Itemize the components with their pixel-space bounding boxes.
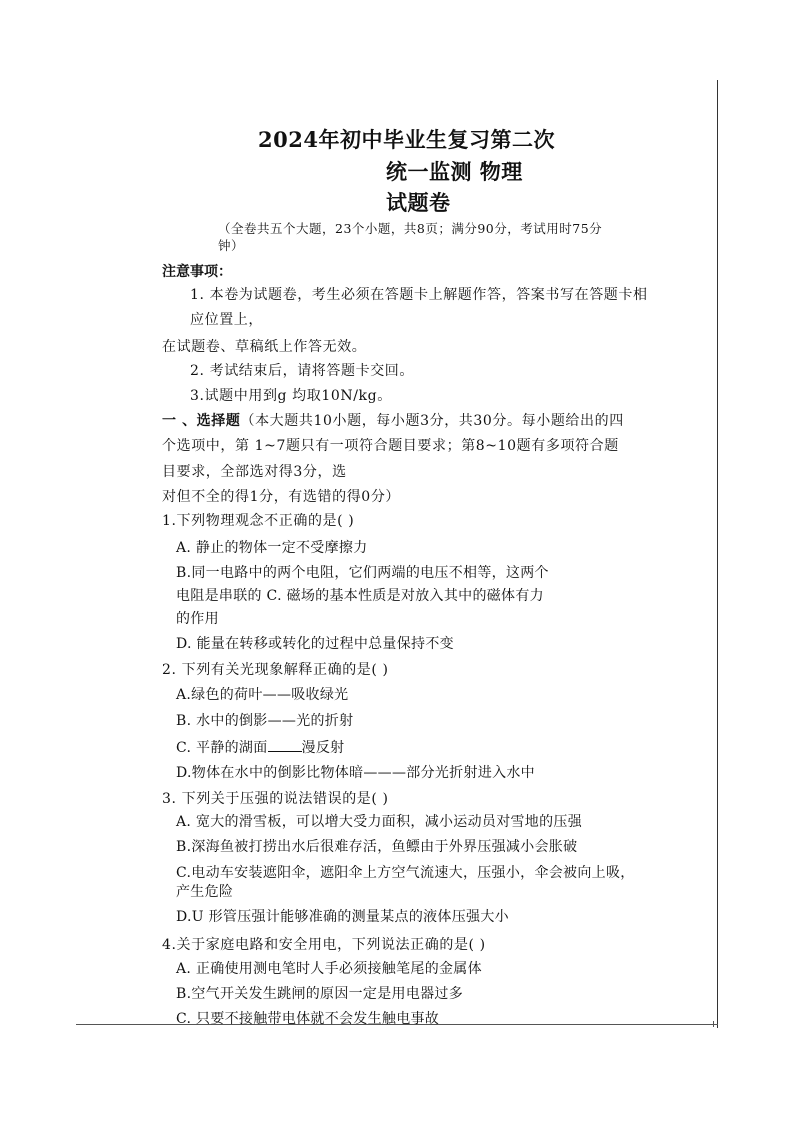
- title-line-2: 统一监测 物理: [386, 159, 523, 184]
- q4-option-b: B.空气开关发生跳闸的原因一定是用电器过多: [176, 986, 464, 1002]
- notice-heading: 注意事项：: [162, 264, 232, 280]
- q2-option-c-pre: C. 平静的湖面: [176, 740, 268, 756]
- q3-option-d: D.U 形管压强计能够准确的测量某点的液体压强大小: [176, 909, 509, 925]
- section-1-intro: [162, 410, 624, 430]
- notice-item-3: 3.试题中用到g 均取10N/kg。: [190, 388, 392, 404]
- section-1-label: 一 、选择题: [162, 413, 241, 429]
- q2-option-c-post: 漫反射: [301, 740, 345, 756]
- q2-option-d: D.物体在水中的倒影比物体暗———部分光折射进入水中: [176, 765, 535, 781]
- q3-option-c-line-2: 产生危险: [176, 884, 234, 900]
- q2-option-c-blank: [268, 739, 302, 752]
- section-1-desc-line-4: 对但不全的得1分，有选错的得0分）: [162, 489, 401, 505]
- q1-option-b-line-1: B.同一电路中的两个电阻，它们两端的电压不相等，这两个: [176, 565, 549, 581]
- q1-option-d: D. 能量在转移或转化的过程中总量保持不变: [176, 636, 454, 652]
- title-line-1: 2024年初中毕业生复习第二次: [258, 127, 555, 152]
- q2-option-c: [176, 737, 344, 757]
- q1-option-b-line-2: 电阻是串联的 C. 磁场的基本性质是对放入其中的磁体有力: [176, 588, 544, 604]
- q3-option-a: A. 宽大的滑雪板，可以增大受力面积，减小运动员对雪地的压强: [176, 814, 583, 830]
- q1-option-a: A. 静止的物体一定不受摩擦力: [176, 540, 368, 556]
- q4-option-c: C. 只要不接触带电体就不会发生触电事故: [176, 1011, 440, 1027]
- title-line-3: 试题卷: [386, 190, 451, 215]
- bottom-rule-tick: [713, 1021, 714, 1027]
- q3-option-c-line-1: C.电动车安装遮阳伞，遮阳伞上方空气流速大，压强小，伞会被向上吸，: [176, 865, 635, 881]
- q4-stem: 4.关于家庭电路和安全用电，下列说法正确的是( ): [162, 937, 486, 953]
- section-1-desc-line-3: 目要求，全部选对得3分，选: [162, 464, 347, 480]
- q1-option-c-line-2: 的作用: [176, 611, 219, 627]
- notice-item-1-line-2: 应位置上，: [190, 312, 263, 328]
- q3-option-b: B.深海鱼被打捞出水后很难存活，鱼鳔由于外界压强减小会胀破: [176, 839, 578, 855]
- q1-stem: 1.下列物理观念不正确的是( ): [162, 513, 355, 529]
- q2-option-b: B. 水中的倒影——光的折射: [176, 713, 354, 729]
- exam-note-line-2: 钟）: [218, 238, 245, 253]
- exam-note-line-1: （全卷共五个大题，23个小题，共8页；满分90分，考试用时75分: [218, 221, 603, 236]
- right-margin-line: [717, 80, 718, 1028]
- q3-stem: 3. 下列关于压强的说法错误的是( ): [162, 791, 389, 807]
- notice-item-1-line-3: 在试题卷、草稿纸上作答无效。: [162, 339, 367, 355]
- q4-option-a: A. 正确使用测电笔时人手必须接触笔尾的金属体: [176, 961, 482, 977]
- notice-item-2: 2. 考试结束后，请将答题卡交回。: [190, 363, 415, 379]
- section-1-desc-line-2: 个选项中，第 1~7题只有一项符合题目要求；第8~10题有多项符合题: [162, 438, 619, 454]
- q2-stem: 2. 下列有关光现象解释正确的是( ): [162, 662, 389, 678]
- q2-option-a: A.绿色的荷叶——吸收绿光: [176, 687, 349, 703]
- notice-item-1-line-1: 1. 本卷为试题卷，考生必须在答题卡上解题作答，答案书写在答题卡相: [190, 287, 648, 303]
- section-1-desc-line-1: （本大题共10小题，每小题3分，共30分。每小题给出的四: [240, 413, 624, 429]
